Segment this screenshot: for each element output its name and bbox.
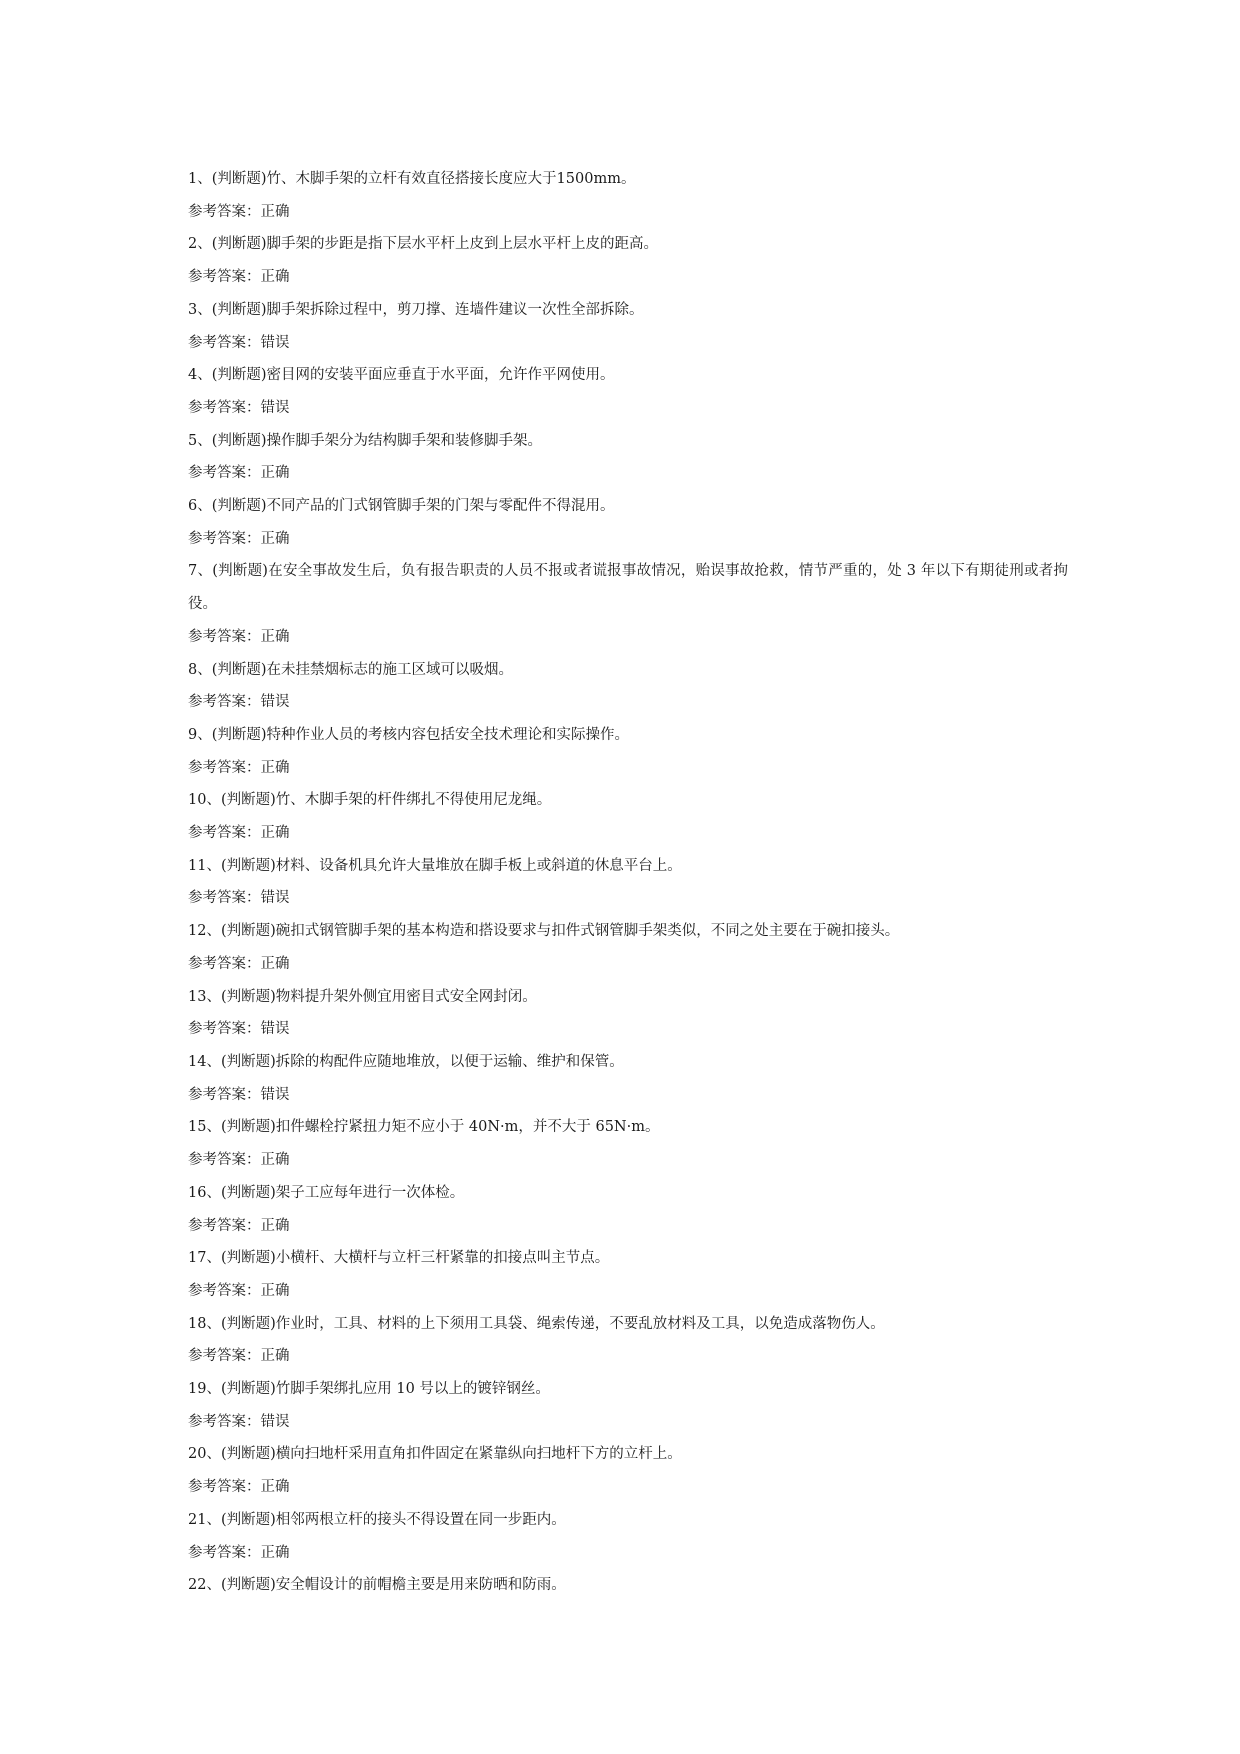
answer-text: 参考答案：正确 xyxy=(188,465,290,482)
answer-text: 参考答案：正确 xyxy=(188,628,290,645)
question-text: 14、(判断题)拆除的构配件应随地堆放，以便于运输、维护和保管。 xyxy=(188,1053,624,1070)
question-text: 12、(判断题)碗扣式钢管脚手架的基本构造和搭设要求与扣件式钢管脚手架类似，不同之处主要在于碗扣接头。 xyxy=(188,923,900,940)
question-text: 8、(判断题)在未挂禁烟标志的施工区域可以吸烟。 xyxy=(188,661,514,678)
answer-text: 参考答案：正确 xyxy=(188,1348,290,1365)
question-text: 7、(判断题)在安全事故发生后，负有报告职责的人员不报或者谎报事故情况，贻误事故抢救，情节严重的，处 3 年以下有期徒刑或者拘役。 xyxy=(188,563,1068,613)
question-text: 17、(判断题)小横杆、大横杆与立杆三杆紧靠的扣接点叫主节点。 xyxy=(188,1250,610,1267)
answer-text: 参考答案：错误 xyxy=(188,1413,290,1430)
question-text: 21、(判断题)相邻两根立杆的接头不得设置在同一步距内。 xyxy=(188,1511,566,1528)
answer-text: 参考答案：正确 xyxy=(188,269,290,286)
answer-text: 参考答案：错误 xyxy=(188,694,290,711)
question-text: 22、(判断题)安全帽设计的前帽檐主要是用来防晒和防雨。 xyxy=(188,1577,566,1594)
question-text: 15、(判断题)扣件螺栓拧紧扭力矩不应小于 40N·m，并不大于 65N·m。 xyxy=(188,1119,660,1136)
answer-text: 参考答案：错误 xyxy=(188,334,290,351)
answer-text: 参考答案：错误 xyxy=(188,1086,290,1103)
question-text: 4、(判断题)密目网的安装平面应垂直于水平面，允许作平网使用。 xyxy=(188,367,615,384)
answer-text: 参考答案：错误 xyxy=(188,890,290,907)
answer-text: 参考答案：错误 xyxy=(188,1021,290,1038)
question-text: 19、(判断题)竹脚手架绑扎应用 10 号以上的镀锌钢丝。 xyxy=(188,1381,550,1398)
answer-text: 参考答案：正确 xyxy=(188,530,290,547)
answer-text: 参考答案：正确 xyxy=(188,825,290,842)
question-text: 1、(判断题)竹、木脚手架的立杆有效直径搭接长度应大于1500mm。 xyxy=(188,171,636,187)
question-text: 10、(判断题)竹、木脚手架的杆件绑扎不得使用尼龙绳。 xyxy=(188,792,552,809)
question-text: 6、(判断题)不同产品的门式钢管脚手架的门架与零配件不得混用。 xyxy=(188,498,615,515)
question-text: 16、(判断题)架子工应每年进行一次体检。 xyxy=(188,1184,465,1201)
answer-text: 参考答案：正确 xyxy=(188,203,290,220)
question-list xyxy=(188,163,1068,1602)
answer-text: 参考答案：正确 xyxy=(188,1282,290,1299)
question-text: 5、(判断题)操作脚手架分为结构脚手架和装修脚手架。 xyxy=(188,432,543,449)
question-text: 20、(判断题)横向扫地杆采用直角扣件固定在紧靠纵向扫地杆下方的立杆上。 xyxy=(188,1446,682,1463)
question-text: 18、(判断题)作业时，工具、材料的上下须用工具袋、绳索传递，不要乱放材料及工具，以免造成落物伤人。 xyxy=(188,1315,885,1332)
question-text: 13、(判断题)物料提升架外侧宜用密目式安全网封闭。 xyxy=(188,988,537,1005)
answer-text: 参考答案：错误 xyxy=(188,399,290,416)
question-text: 3、(判断题)脚手架拆除过程中，剪刀撑、连墙件建议一次性全部拆除。 xyxy=(188,301,644,318)
answer-text: 参考答案：正确 xyxy=(188,955,290,972)
question-text: 2、(判断题)脚手架的步距是指下层水平杆上皮到上层水平杆上皮的距高。 xyxy=(188,236,659,253)
answer-text: 参考答案：正确 xyxy=(188,1217,290,1234)
answer-text: 参考答案：正确 xyxy=(188,1544,290,1561)
answer-text: 参考答案：正确 xyxy=(188,1152,290,1169)
answer-text: 参考答案：正确 xyxy=(188,759,290,776)
question-text: 9、(判断题)特种作业人员的考核内容包括安全技术理论和实际操作。 xyxy=(188,726,630,743)
question-text: 11、(判断题)材料、设备机具允许大量堆放在脚手板上或斜道的休息平台上。 xyxy=(188,857,682,874)
answer-text: 参考答案：正确 xyxy=(188,1479,290,1496)
